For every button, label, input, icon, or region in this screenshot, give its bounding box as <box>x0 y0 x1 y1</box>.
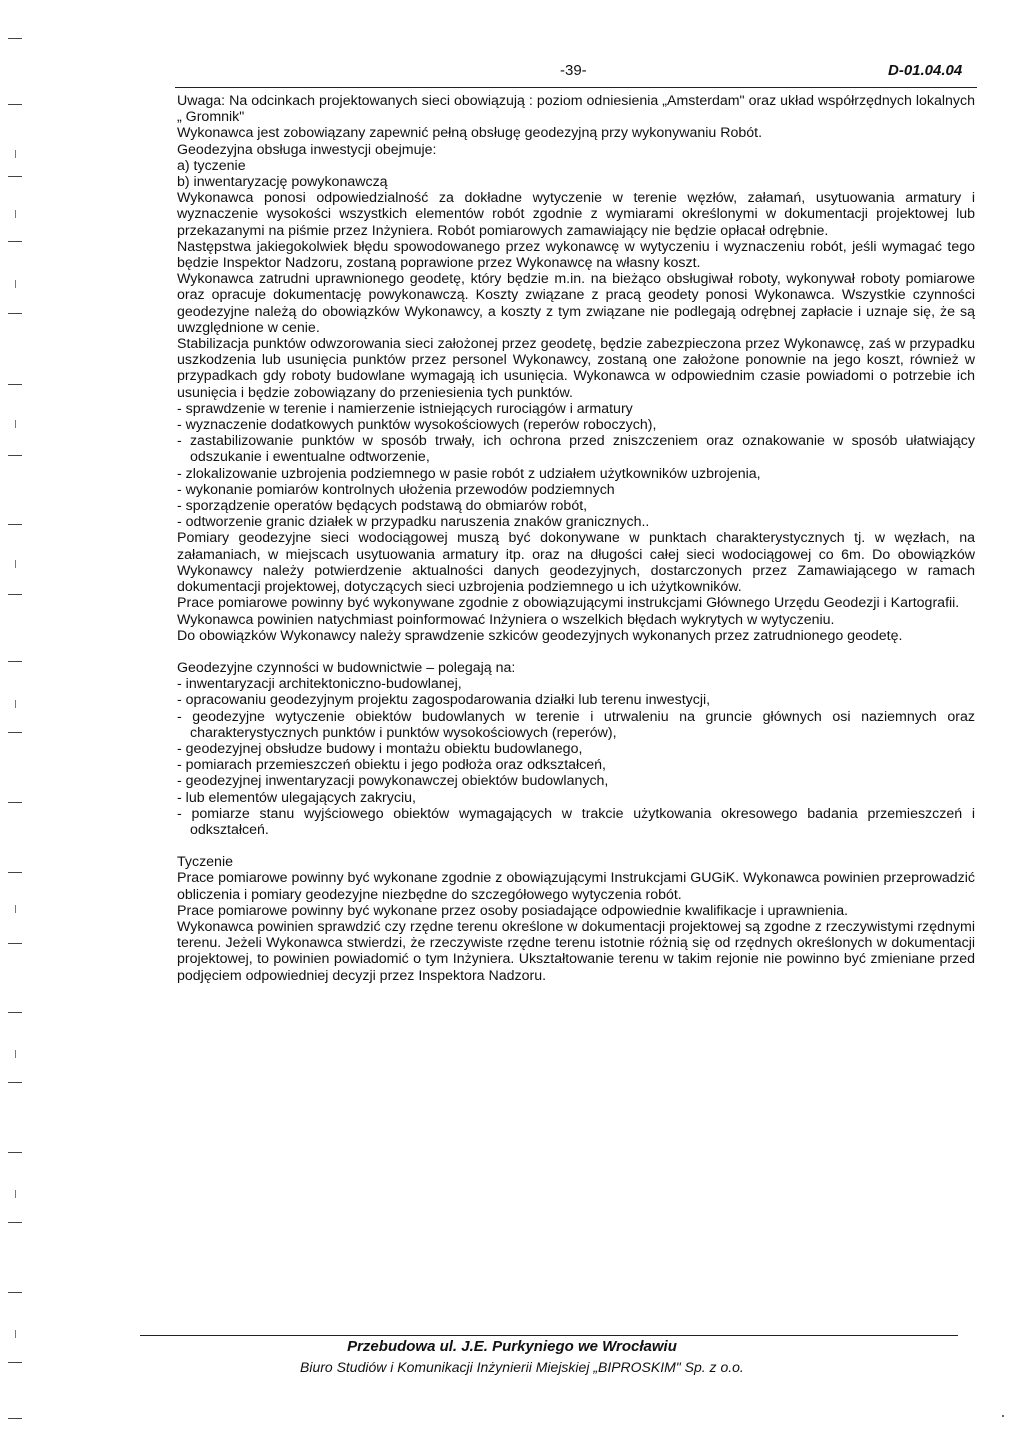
margin-mark <box>8 802 22 803</box>
margin-mark <box>8 38 22 39</box>
margin-tick <box>15 560 16 568</box>
list-item: - geodezyjne wytyczenie obiektów budowlanych w terenie i utrwaleniu na gruncie głównych osi naziemnych oraz charakterystycznych punktów i punktów wysokościowych (reperów), <box>177 708 975 741</box>
paragraph: Wykonawca powinien natychmiast poinformować Inżyniera o wszelkich błędach wykrytych w wytyczeniu. <box>177 611 835 628</box>
margin-tick <box>15 1190 16 1198</box>
margin-tick <box>15 150 16 158</box>
paragraph: b) inwentaryzację powykonawczą <box>177 174 388 191</box>
paragraph: Uwaga: Na odcinkach projektowanych sieci obowiązują : poziom odniesienia „Amsterdam" oraz układ współrzędnych lokalnych „ Gromnik" <box>177 93 975 126</box>
paragraph: Następstwa jakiegokolwiek błędu spowodowanego przez wykonawcę w wytyczeniu i wyznaczeniu robót, jeśli wymagać tego będzie Inspektor Nadzoru, zostaną poprawione przez Wykonawcę na własny koszt. <box>177 238 975 272</box>
margin-mark <box>8 943 22 944</box>
paragraph: Wykonawca jest zobowiązany zapewnić pełną obsługę geodezyjną przy wykonywaniu Robót. <box>177 125 763 142</box>
list-item: - inwentaryzacji architektoniczno-budowlanej, <box>177 676 462 693</box>
margin-mark <box>8 1362 22 1363</box>
margin-mark <box>8 104 22 105</box>
section-spacer <box>177 644 975 660</box>
margin-tick <box>15 420 16 428</box>
paragraph: Prace pomiarowe powinny być wykonane przez osoby posiadające odpowiednie kwalifikacje i uprawnienia. <box>177 902 849 919</box>
list-item: - pomiarach przemieszczeń obiektu i jego podłoża oraz odkształceń, <box>177 757 606 774</box>
list-item: - wyznaczenie dodatkowych punktów wysokościowych (reperów roboczych), <box>177 417 657 434</box>
footer-subtitle: Biuro Studiów i Komunikacji Inżynierii Miejskiej „BIPROSKIM" Sp. z o.o. <box>300 1359 744 1375</box>
list-item: - sporządzenie operatów będących podstawą do obmiarów robót, <box>177 498 588 515</box>
section-spacer <box>177 838 975 854</box>
paragraph: Prace pomiarowe powinny być wykonane zgodnie z obowiązującymi Instrukcjami GUGiK. Wykonawca powinien przeprowadzić obliczenia i pomiary geodezyjne niezbędne do szczegółowego wytyczenia robót. <box>177 870 975 903</box>
paragraph: Wykonawca powinien sprawdzić czy rzędne terenu określone w dokumentacji projektowej są zgodne z rzeczywistymi rzędnymi terenu. Jeżeli Wykonawca stwierdzi, że rzeczywiste rzędne terenu istotnie różnią się od rzędnych określonych w dokumentacji projektowej, to powinien powiadomić o tym Inżyniera. Ukształtowanie terenu w takim rejonie nie powinno być zmieniane przed podjęciem odpowiedniej decyzji przez Inspektora Nadzoru. <box>177 918 975 984</box>
margin-mark <box>8 1292 22 1293</box>
document-code: D-01.04.04 <box>888 62 963 79</box>
margin-mark <box>8 1082 22 1083</box>
bullet-list <box>177 676 975 838</box>
list-item: - wykonanie pomiarów kontrolnych ułożenia przewodów podziemnych <box>177 481 615 498</box>
margin-mark <box>8 455 22 456</box>
paragraph: Pomiary geodezyjne sieci wodociągowej muszą być dokonywane w punktach charakterystycznych tj. w węzłach, na załamaniach, w miejscach usytuowania armatury itp. oraz na długości całej sieci wodociągowej co 6m. Do obowiązków Wykonawcy należy potwierdzenie aktualności danych geodezyjnych, dostarczonych przez Zamawiającego w ramach dokumentacji projektowej, dotyczących sieci uzbrojenia podziemnego u ich użytkowników. <box>177 530 975 596</box>
paragraph: Do obowiązków Wykonawcy należy sprawdzenie szkiców geodezyjnych wykonanych przez zatrudnionego geodetę. <box>177 627 903 644</box>
margin-tick <box>15 700 16 708</box>
list-item: - geodezyjnej obsłudze budowy i montażu obiektu budowlanego, <box>177 740 583 757</box>
margin-tick <box>15 280 16 288</box>
paragraph: Tyczenie <box>177 854 233 871</box>
margin-tick <box>15 1330 16 1338</box>
margin-mark <box>8 872 22 873</box>
page-number: -39- <box>560 62 587 79</box>
list-item: - opracowaniu geodezyjnym projektu zagospodarowania działki lub terenu inwestycji, <box>177 692 711 709</box>
margin-mark <box>8 1012 22 1013</box>
margin-mark <box>8 1152 22 1153</box>
margin-mark <box>8 732 22 733</box>
list-item: - lub elementów ulegających zakryciu, <box>177 789 416 806</box>
bullet-list <box>177 401 975 531</box>
margin-tick <box>15 905 16 913</box>
margin-tick <box>15 1050 16 1058</box>
footer-divider <box>140 1335 958 1336</box>
margin-mark <box>8 241 22 242</box>
margin-tick <box>15 210 16 218</box>
paragraph: Geodezyjna obsługa inwestycji obejmuje: <box>177 141 437 158</box>
margin-mark <box>8 661 22 662</box>
paragraph: a) tyczenie <box>177 157 246 174</box>
list-item: - pomiarze stanu wyjściowego obiektów wymagających w trakcie użytkowania okresowego badania przemieszczeń i odkształceń. <box>177 805 975 838</box>
margin-mark <box>8 313 22 314</box>
margin-mark <box>8 594 22 595</box>
paragraph: Geodezyjne czynności w budownictwie – polegają na: <box>177 659 516 676</box>
margin-mark <box>8 524 22 525</box>
paragraph: Wykonawca zatrudni uprawnionego geodetę, który będzie m.in. na bieżąco obsługiwał roboty, wykonywał roboty pomiarowe oraz opracuje dokumentację powykonawczą. Koszty związane z pracą geodety ponosi Wykonawca. Wszystkie czynności geodezyjne należą do obowiązków Wykonawcy, a koszty z tym związane nie podlegają odrębnej zapłacie i uznaje się, że są uwzględnione w cenie. <box>177 271 975 336</box>
paragraph: Wykonawca ponosi odpowiedzialność za dokładne wytyczenie w terenie węzłów, załamań, usytuowania armatury i wyznaczenie wysokości wszystkich elementów robót zgodnie z wymiarami określonymi w dokumentacji projektowej lub przekazanymi na piśmie przez Inżyniera. Robót pomiarowych zamawiający nie będzie opłacał odrębnie. <box>177 190 975 239</box>
document-body <box>177 93 975 984</box>
header-divider <box>175 87 977 88</box>
list-item: - geodezyjnej inwentaryzacji powykonawczej obiektów budowlanych, <box>177 773 609 790</box>
footer-title: Przebudowa ul. J.E. Purkyniego we Wrocławiu <box>347 1338 677 1355</box>
paragraph: Prace pomiarowe powinny być wykonywane zgodnie z obowiązującymi instrukcjami Głównego Urzędu Geodezji i Kartografii. <box>177 595 960 612</box>
margin-mark <box>8 176 22 177</box>
list-item: - odtworzenie granic działek w przypadku naruszenia znaków granicznych.. <box>177 514 650 531</box>
scan-speck <box>1002 1415 1004 1417</box>
list-item: - zastabilizowanie punktów w sposób trwały, ich ochrona przed zniszczeniem oraz oznakowanie w sposób ułatwiający odszukanie i ewentualne odtworzenie, <box>177 433 975 466</box>
margin-mark <box>8 1418 22 1419</box>
list-item: - zlokalizowanie uzbrojenia podziemnego w pasie robót z udziałem użytkowników uzbrojenia, <box>177 465 761 482</box>
margin-mark <box>8 384 22 385</box>
margin-mark <box>8 1222 22 1223</box>
paragraph: Stabilizacja punktów odwzorowania sieci założonej przez geodetę, będzie zabezpieczona przez Wykonawcę, zaś w przypadku uszkodzenia lub usunięcia punktów przez personel Wykonawcy, zostaną one założone ponownie na jego koszt, również w przypadkach gdy roboty budowlane wymagają ich usunięcia. Wykonawca w odpowiednim czasie powiadomi o potrzebie ich usunięcia i będzie zobowiązany do przeniesienia tych punktów. <box>177 336 975 401</box>
list-item: - sprawdzenie w terenie i namierzenie istniejących rurociągów i armatury <box>177 400 633 417</box>
